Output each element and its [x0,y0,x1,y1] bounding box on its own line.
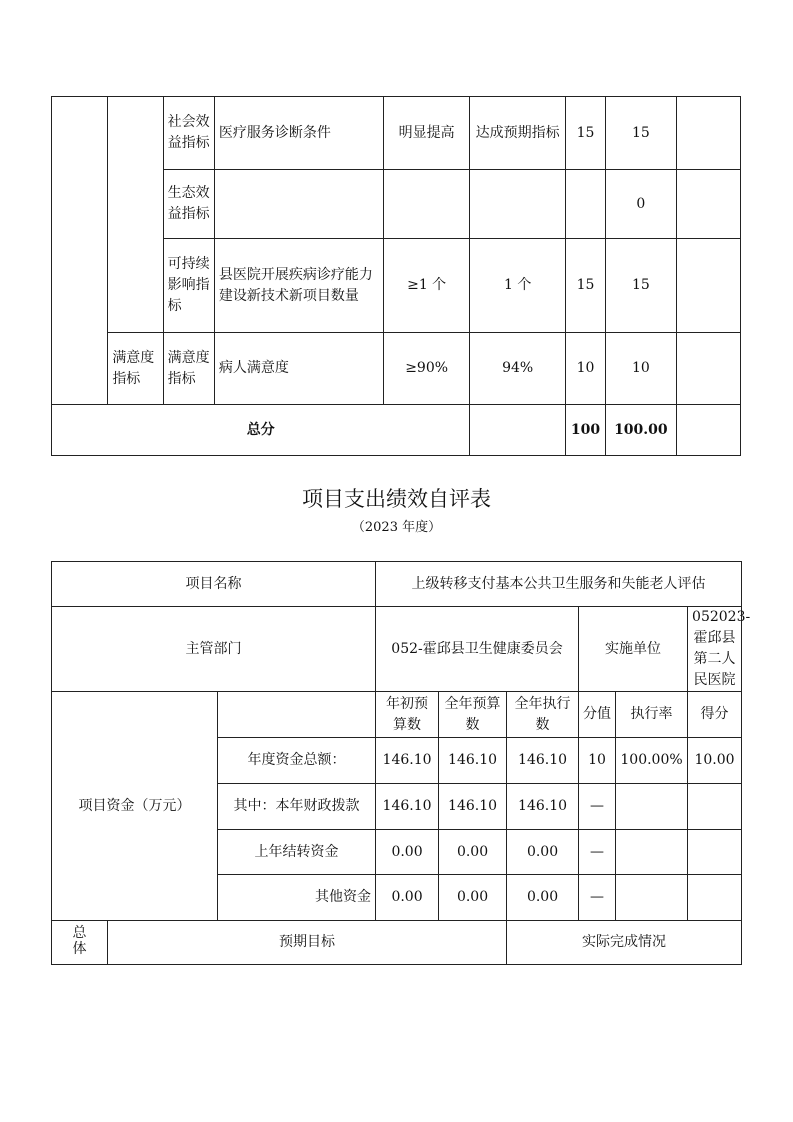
fund-weight: — [579,875,616,921]
header-full-budget: 全年预算数 [439,692,507,738]
fund-label: 上年结转资金 [218,830,376,875]
fund-initial: 0.00 [376,875,439,921]
indicator-cell: 县医院开展疾病诊疗能力建设新技术新项目数量 [214,239,383,333]
note-cell [676,405,740,456]
fund-exec: 146.10 [507,784,579,830]
table-row [52,333,741,405]
fund-rate [616,784,688,830]
indicator-cell: 医疗服务诊断条件 [214,97,383,170]
self-evaluation-table [51,561,751,965]
indicator-table [51,96,741,456]
fund-rate: 100.00% [616,738,688,784]
overall-goal-row [52,921,742,965]
score-cell: 15 [606,239,676,333]
fund-rate [616,875,688,921]
sub-indicator-cell: 生态效益指标 [163,170,214,239]
page-title: 项目支出绩效自评表 [302,487,491,511]
dept-label: 主管部门 [52,607,376,692]
header-rate: 执行率 [616,692,688,738]
project-name-row [52,562,742,607]
fund-initial: 146.10 [376,738,439,784]
indicator-cell [214,170,383,239]
note-cell [676,333,740,405]
actual-cell: 达成预期指标 [470,97,566,170]
funds-label: 项目资金（万元） [52,692,218,921]
note-cell [676,170,740,239]
sub-indicator-cell: 满意度指标 [163,333,214,405]
header-initial-budget: 年初预算数 [376,692,439,738]
fund-label: 其中：本年财政拨款 [218,784,376,830]
fund-score [688,875,742,921]
fund-initial: 0.00 [376,830,439,875]
header-weight: 分值 [579,692,616,738]
total-empty-cell [470,405,566,456]
overall-label: 总体 [52,921,108,965]
fund-full: 0.00 [439,875,507,921]
target-cell: ≥1 个 [383,239,470,333]
fund-score: 10.00 [688,738,742,784]
actual-label: 实际完成情况 [507,921,742,965]
blank-header-cell [218,692,376,738]
weight-cell: 10 [565,333,605,405]
impl-unit-label: 实施单位 [579,607,688,692]
total-score: 100.00 [606,405,676,456]
page-subtitle: （2023 年度） [351,520,442,535]
fund-label: 年度资金总额： [218,738,376,784]
note-cell [676,239,740,333]
header-executed: 全年执行数 [507,692,579,738]
fund-rate [616,830,688,875]
header-score: 得分 [688,692,742,738]
project-name-label: 项目名称 [52,562,376,607]
sub-indicator-cell: 可持续影响指标 [163,239,214,333]
project-name-value: 上级转移支付基本公共卫生服务和失能老人评估 [376,562,742,607]
funds-header-row [52,692,742,738]
fund-weight: — [579,830,616,875]
fund-exec: 0.00 [507,830,579,875]
category-label-cell: 满意度指标 [108,333,163,405]
target-cell: ≥90% [383,333,470,405]
fund-exec: 146.10 [507,738,579,784]
subcategory-cell [108,97,163,333]
note-cell [676,97,740,170]
fund-label: 其他资金 [218,875,376,921]
fund-score [688,830,742,875]
department-row [52,607,742,692]
total-weight: 100 [565,405,605,456]
total-label: 总分 [52,405,470,456]
fund-score [688,784,742,830]
fund-weight: 10 [579,738,616,784]
fund-initial: 146.10 [376,784,439,830]
total-row [52,405,741,456]
fund-exec: 0.00 [507,875,579,921]
target-cell [383,170,470,239]
weight-cell: 15 [565,239,605,333]
table-row [52,97,741,170]
indicator-cell: 病人满意度 [214,333,383,405]
score-cell: 10 [606,333,676,405]
fund-full: 146.10 [439,784,507,830]
actual-cell [470,170,566,239]
impl-unit-value: 052023-霍邱县第二人民医院 [688,607,742,692]
weight-cell [565,170,605,239]
fund-weight: — [579,784,616,830]
weight-cell: 15 [565,97,605,170]
fund-full: 0.00 [439,830,507,875]
sub-indicator-cell: 社会效益指标 [163,97,214,170]
fund-full: 146.10 [439,738,507,784]
goal-label: 预期目标 [108,921,507,965]
actual-cell: 1 个 [470,239,566,333]
score-cell: 0 [606,170,676,239]
score-cell: 15 [606,97,676,170]
actual-cell: 94% [470,333,566,405]
category-cell [52,97,108,405]
dept-value: 052-霍邱县卫生健康委员会 [376,607,579,692]
target-cell: 明显提高 [383,97,470,170]
